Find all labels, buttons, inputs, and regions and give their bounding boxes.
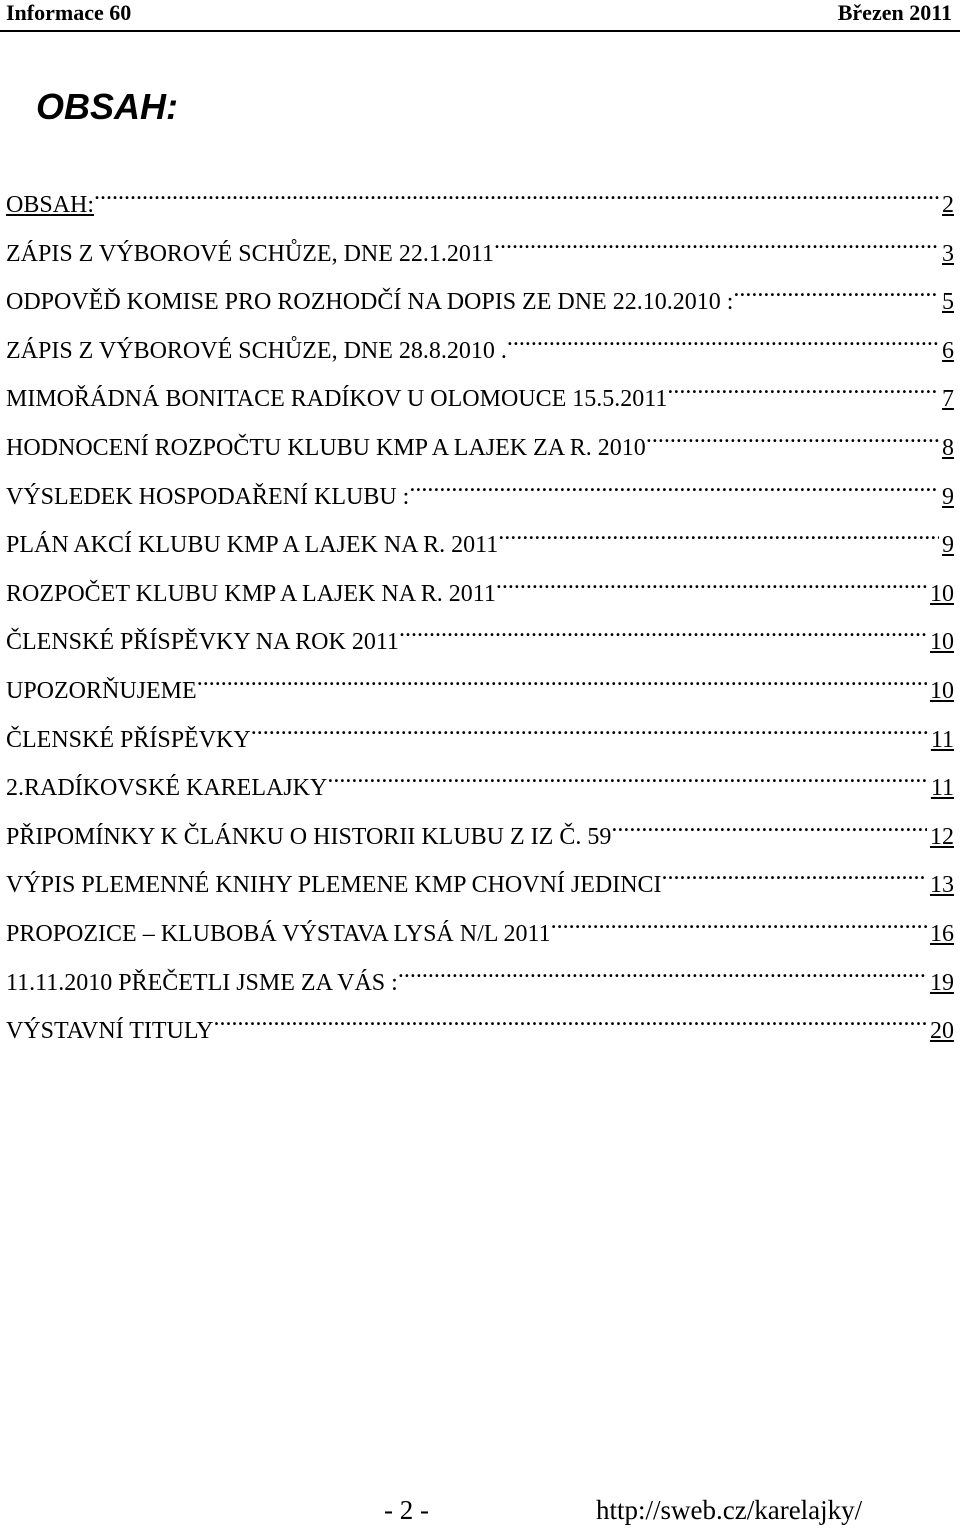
toc-dot-leader [733,269,939,309]
header-date: Březen 2011 [837,0,952,25]
toc-dot-leader [213,998,927,1038]
toc-entry-page[interactable]: 19 [930,969,954,996]
toc-entry-title[interactable]: HODNOCENÍ ROZPOČTU KLUBU KMP A LAJEK ZA R. 2010 [6,434,646,461]
toc-dot-leader [251,707,928,747]
toc-entry-title[interactable]: ODPOVĚĎ KOMISE PRO ROZHODČÍ NA DOPIS ZE DNE 22.10.2010 : [6,289,734,316]
toc-entry-page[interactable]: 2 [942,192,954,218]
toc-entry-title[interactable]: ČLENSKÉ PŘÍSPĚVKY NA ROK 2011 [6,629,399,656]
toc-entry-title[interactable]: PROPOZICE – KLUBOBÁ VÝSTAVA LYSÁ N/L 2011 [6,920,551,947]
toc-entry-page[interactable]: 16 [930,920,954,947]
toc-entry[interactable] [6,755,954,804]
toc-entry-title[interactable]: ROZPOČET KLUBU KMP A LAJEK NA R. 2011 [6,580,496,607]
toc-dot-leader [611,804,927,844]
table-of-contents [6,172,954,1047]
toc-entry-page[interactable]: 3 [942,240,954,267]
toc-dot-leader [327,755,928,795]
toc-entry[interactable] [6,950,954,999]
toc-entry[interactable] [6,415,954,464]
toc-entry[interactable] [6,609,954,658]
footer-page-number: - 2 - [384,1495,429,1525]
page-title: OBSAH: [36,86,178,127]
toc-entry-page[interactable]: 7 [942,386,954,413]
toc-dot-leader [551,901,927,941]
toc-entry[interactable] [6,464,954,513]
toc-dot-leader [667,366,939,406]
toc-entry[interactable] [6,852,954,901]
toc-entry[interactable] [6,512,954,561]
toc-dot-leader [646,415,939,455]
toc-entry-page[interactable]: 5 [942,289,954,316]
header-publication: Informace 60 [6,0,132,25]
toc-dot-leader [494,221,939,261]
toc-entry-title[interactable]: PLÁN AKCÍ KLUBU KMP A LAJEK NA R. 2011 [6,532,499,559]
page-header [0,0,960,32]
toc-entry-page[interactable]: 9 [942,532,954,559]
toc-dot-leader [399,609,927,649]
toc-entry-title[interactable]: 11.11.2010 PŘEČETLI JSME ZA VÁS : [6,969,398,996]
toc-entry-title[interactable]: 2.RADÍKOVSKÉ KARELAJKY [6,775,328,802]
toc-entry-title[interactable]: PŘIPOMÍNKY K ČLÁNKU O HISTORII KLUBU Z IZ Č. 59 [6,823,612,850]
toc-entry[interactable] [6,707,954,756]
toc-entry-title[interactable]: UPOZORŇUJEME [6,677,197,704]
toc-dot-leader [398,950,927,990]
toc-entry-page[interactable]: 11 [930,726,954,753]
toc-entry-title[interactable]: MIMOŘÁDNÁ BONITACE RADÍKOV U OLOMOUCE 15.5.2011 [6,386,668,413]
footer-url[interactable]: http://sweb.cz/karelajky/ [596,1495,863,1525]
toc-entry-page[interactable]: 11 [930,775,954,802]
toc-entry-page[interactable]: 12 [930,823,954,850]
toc-entry[interactable] [6,804,954,853]
toc-entry-page[interactable]: 9 [942,483,954,510]
toc-dot-leader [94,172,939,212]
toc-entry[interactable] [6,658,954,707]
toc-entry[interactable] [6,901,954,950]
toc-entry-title[interactable]: VÝSLEDEK HOSPODAŘENÍ KLUBU : [6,483,410,510]
toc-entry-title[interactable]: ČLENSKÉ PŘÍSPĚVKY [6,726,251,753]
toc-entry[interactable] [6,998,954,1047]
page-footer [0,1491,960,1533]
toc-dot-leader [662,852,927,892]
toc-entry-title[interactable]: VÝPIS PLEMENNÉ KNIHY PLEMENE KMP CHOVNÍ JEDINCI [6,872,662,899]
toc-entry[interactable] [6,172,954,221]
toc-entry-title[interactable]: VÝSTAVNÍ TITULY [6,1018,214,1045]
toc-entry-page[interactable]: 8 [942,434,954,461]
toc-entry-page[interactable]: 13 [930,872,954,899]
toc-dot-leader [498,512,939,552]
toc-entry-page[interactable]: 20 [930,1018,954,1045]
toc-dot-leader [197,658,927,698]
toc-dot-leader [409,464,939,504]
toc-entry[interactable] [6,318,954,367]
toc-entry[interactable] [6,561,954,610]
toc-entry[interactable] [6,221,954,270]
toc-entry-title[interactable]: ZÁPIS Z VÝBOROVÉ SCHŮZE, DNE 28.8.2010 . [6,337,507,364]
toc-entry-page[interactable]: 10 [930,677,954,704]
toc-dot-leader [496,561,927,601]
toc-entry-page[interactable]: 6 [942,337,954,364]
toc-entry-title[interactable]: OBSAH: [6,192,95,218]
toc-entry-page[interactable]: 10 [930,580,954,607]
toc-dot-leader [507,318,939,358]
toc-entry[interactable] [6,366,954,415]
toc-entry[interactable] [6,269,954,318]
toc-entry-page[interactable]: 10 [930,629,954,656]
toc-entry-title[interactable]: ZÁPIS Z VÝBOROVÉ SCHŮZE, DNE 22.1.2011 [6,240,495,267]
